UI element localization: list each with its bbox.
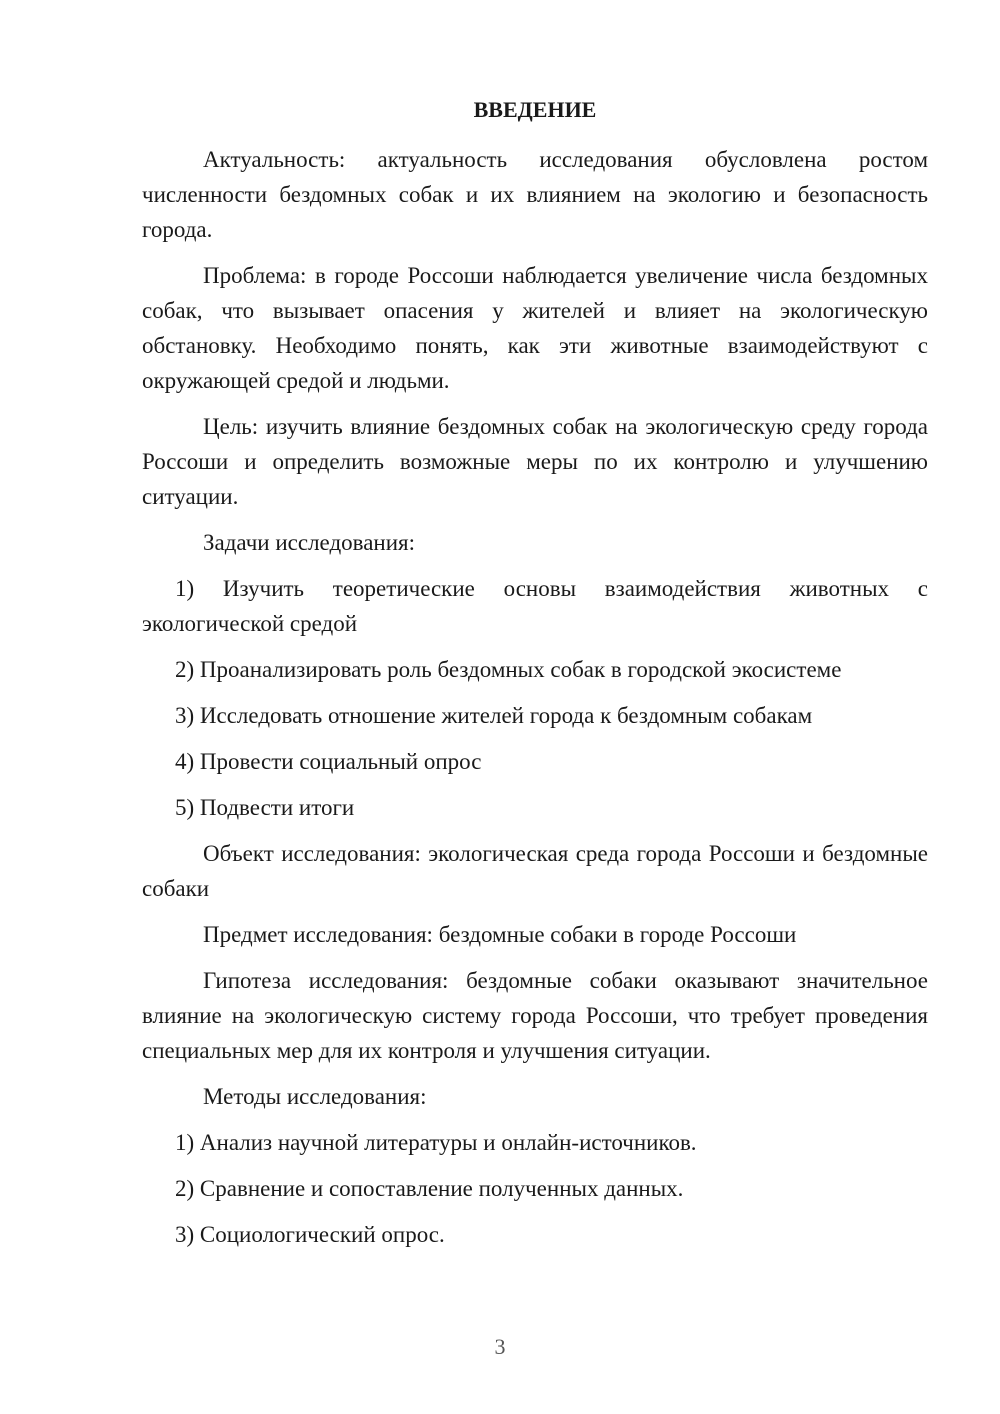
tasks-heading: Задачи исследования:: [203, 530, 416, 555]
paragraph-relevance: Актуальность: актуальность исследования обусловлена ростом численности бездомных собак и их влиянием на экологию и безопасность города.: [142, 147, 928, 242]
method-item-2: 2) Сравнение и сопоставление полученных данных.: [175, 1176, 684, 1201]
paragraph-object: Объект исследования: экологическая среда города Россоши и бездомные собаки: [142, 841, 928, 901]
paragraph-problem: Проблема: в городе Россоши наблюдается увеличение числа бездомных собак, что вызывает опасения у жителей и влияет на экологическую обстановку. Необходимо понять, как эти животные взаимодействуют с окружающей средой и людьми.: [142, 263, 928, 393]
section-title: ВВЕДЕНИЕ: [473, 97, 597, 122]
task-item-5: 5) Подвести итоги: [175, 795, 355, 820]
method-item-1: 1) Анализ научной литературы и онлайн-источников.: [175, 1130, 697, 1155]
paragraph-goal: Цель: изучить влияние бездомных собак на экологическую среду города Россоши и определить возможные меры по их контролю и улучшению ситуации.: [142, 414, 928, 509]
task-item-3: 3) Исследовать отношение жителей города к бездомным собакам: [175, 703, 813, 728]
task-item-4: 4) Провести социальный опрос: [175, 749, 482, 774]
page-number: 3: [494, 1334, 506, 1359]
task-item-2: 2) Проанализировать роль бездомных собак в городской экосистеме: [175, 657, 842, 682]
method-item-3: 3) Социологический опрос.: [175, 1222, 445, 1247]
paragraph-subject: Предмет исследования: бездомные собаки в городе Россоши: [203, 922, 797, 947]
methods-heading: Методы исследования:: [203, 1084, 427, 1109]
introduction-body: [142, 142, 928, 1263]
task-item-1: 1) Изучить теоретические основы взаимодействия животных с экологической средой: [142, 576, 928, 636]
paragraph-hypothesis: Гипотеза исследования: бездомные собаки оказывают значительное влияние на экологическую систему города Россоши, что требует проведения специальных мер для их контроля и улучшения ситуации.: [142, 968, 928, 1063]
